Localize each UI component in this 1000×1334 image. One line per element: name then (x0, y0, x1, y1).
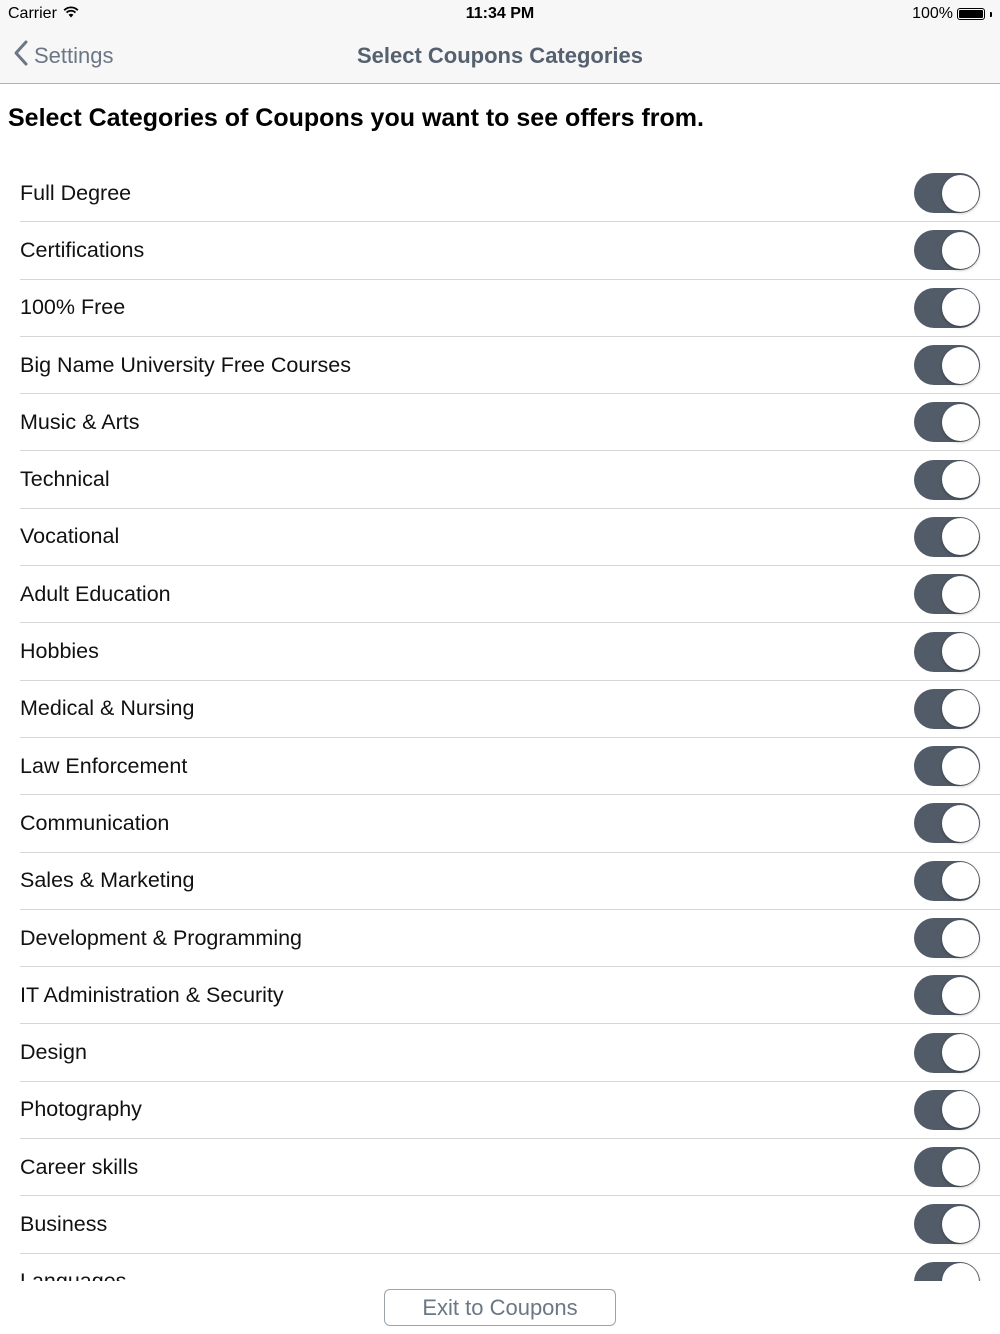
toggle-knob (942, 576, 979, 613)
toggle-knob (942, 232, 979, 269)
category-toggle[interactable] (914, 402, 980, 442)
toggle-knob (942, 518, 979, 555)
category-toggle[interactable] (914, 746, 980, 786)
category-label: Career skills (20, 1154, 139, 1179)
category-toggle[interactable] (914, 288, 980, 328)
toggle-knob (942, 920, 979, 957)
category-label: Communication (20, 810, 170, 835)
category-list[interactable] (0, 165, 1000, 1281)
category-label: Music & Arts (20, 409, 140, 434)
category-label: Law Enforcement (20, 753, 188, 778)
category-row (20, 1082, 1000, 1139)
battery-group (912, 5, 992, 23)
category-toggle[interactable] (914, 803, 980, 843)
page-title: Select Coupons Categories (356, 43, 644, 68)
category-row (20, 681, 1000, 738)
toggle-knob (942, 748, 979, 785)
category-row (20, 795, 1000, 852)
category-row (20, 337, 1000, 394)
toggle-knob (942, 1149, 979, 1186)
category-toggle[interactable] (914, 173, 980, 213)
carrier-label: Carrier (8, 5, 57, 22)
category-row (20, 967, 1000, 1024)
category-toggle[interactable] (914, 230, 980, 270)
category-row (20, 738, 1000, 795)
toggle-knob (942, 1034, 979, 1071)
category-label: Medical & Nursing (20, 696, 195, 721)
toggle-knob (942, 690, 979, 727)
footer (0, 1281, 1000, 1334)
category-label: IT Administration & Security (20, 982, 284, 1007)
category-row (20, 623, 1000, 680)
category-label: Hobbies (20, 639, 99, 664)
category-label: Business (20, 1211, 108, 1236)
category-label: Full Degree (20, 180, 132, 205)
toggle-knob (942, 404, 979, 441)
category-toggle[interactable] (914, 460, 980, 500)
battery-icon (957, 8, 985, 20)
status-bar (0, 0, 1000, 28)
category-row (20, 280, 1000, 337)
toggle-knob (942, 175, 979, 212)
category-label: Adult Education (20, 581, 171, 606)
category-label: Sales & Marketing (20, 868, 195, 893)
category-toggle[interactable] (914, 1033, 980, 1073)
toggle-knob (942, 805, 979, 842)
category-label: Technical (20, 467, 110, 492)
category-toggle[interactable] (914, 689, 980, 729)
category-row (20, 451, 1000, 508)
category-row (20, 853, 1000, 910)
navigation-bar (0, 28, 1000, 84)
category-toggle[interactable] (914, 1204, 980, 1244)
category-row (20, 1024, 1000, 1081)
category-row (20, 566, 1000, 623)
category-label: Big Name University Free Courses (20, 352, 351, 377)
toggle-knob (942, 862, 979, 899)
category-toggle[interactable] (914, 517, 980, 557)
category-row (20, 1196, 1000, 1253)
toggle-knob (942, 977, 979, 1014)
category-toggle[interactable] (914, 632, 980, 672)
back-button-label: Settings (34, 43, 114, 68)
exit-to-coupons-button[interactable]: Exit to Coupons (384, 1289, 616, 1326)
category-row (20, 1139, 1000, 1196)
category-label: 100% Free (20, 295, 126, 320)
instructions-heading: Select Categories of Coupons you want to see offers from. (8, 104, 704, 132)
category-toggle[interactable] (914, 1090, 980, 1130)
category-toggle[interactable] (914, 1147, 980, 1187)
category-toggle[interactable] (914, 345, 980, 385)
toggle-knob (942, 461, 979, 498)
battery-tip (990, 12, 992, 17)
category-row (20, 394, 1000, 451)
category-label: Photography (20, 1097, 142, 1122)
battery-percentage: 100% (912, 5, 953, 22)
category-toggle[interactable] (914, 574, 980, 614)
category-toggle[interactable] (914, 861, 980, 901)
category-row (20, 509, 1000, 566)
toggle-knob (942, 289, 979, 326)
category-label: Vocational (20, 524, 120, 549)
category-row (20, 222, 1000, 279)
toggle-knob (942, 1206, 979, 1243)
clock: 11:34 PM (465, 5, 535, 22)
category-label: Certifications (20, 237, 145, 262)
toggle-knob (942, 633, 979, 670)
category-label: Development & Programming (20, 925, 303, 950)
category-row (20, 165, 1000, 222)
toggle-knob (942, 347, 979, 384)
category-toggle[interactable] (914, 918, 980, 958)
category-toggle[interactable] (914, 975, 980, 1015)
toggle-knob (942, 1091, 979, 1128)
category-row (20, 910, 1000, 967)
category-label: Design (20, 1040, 87, 1065)
